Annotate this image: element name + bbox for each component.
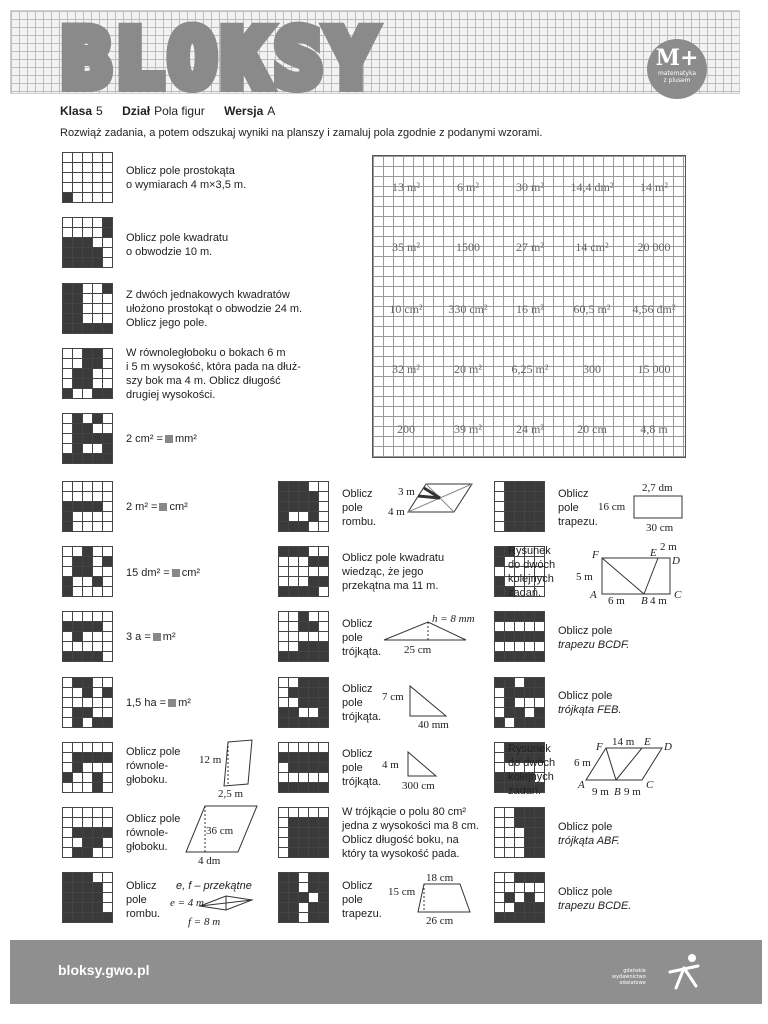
wersja-value: A: [267, 104, 276, 118]
board-cell-label: 39 m²: [454, 422, 482, 436]
task-line: równole-: [126, 760, 169, 772]
fig1-d: D: [672, 555, 680, 567]
par1-height-label: 12 m: [199, 754, 222, 766]
task-line: Oblicz: [342, 880, 373, 892]
task-line: Oblicz pole: [126, 813, 181, 825]
fig2-d: D: [664, 741, 672, 753]
fig2-top: 14 m: [612, 736, 635, 748]
fig1-ab: 6 m: [608, 595, 625, 607]
task-line: Oblicz pole: [558, 886, 613, 898]
tri1-base-label: 25 cm: [404, 644, 432, 656]
task-line: kolejnych: [508, 771, 554, 783]
board-cell-label: 24 m²: [516, 422, 544, 436]
fig2-f: F: [596, 741, 603, 753]
board-cell-label: 13 m²: [392, 180, 420, 194]
trap2-base-label: 30 cm: [646, 522, 674, 534]
task-line: trapezu BCDE.: [558, 900, 632, 912]
board-cell-label: 6,25 m²: [511, 362, 549, 376]
rhombus2-b-label: 4 m: [388, 506, 405, 518]
task-line: trapezu.: [342, 908, 382, 920]
fig2-left: 6 m: [574, 757, 591, 769]
board-cell-label: 300: [583, 362, 601, 376]
task-line: o wymiarach 4 m×3,5 m.: [126, 179, 247, 191]
par2-base-label: 4 dm: [198, 855, 221, 867]
triangle-figure-1: [384, 613, 475, 656]
tri2-height-label: 7 cm: [382, 691, 404, 703]
board-cell-label: 14,4 dm²: [570, 180, 614, 194]
triangle-figure-3: [382, 752, 436, 792]
task-line: trójkąta ABF.: [558, 835, 620, 847]
task-line: Oblicz: [126, 880, 157, 892]
trap2-top-label: 2,7 dm: [642, 482, 673, 494]
board-cell-label: 4,56 dm²: [632, 302, 676, 316]
conv-left: 2 cm² =: [126, 433, 163, 445]
board-cell-label: 200: [397, 422, 415, 436]
conv-right: cm²: [181, 567, 201, 579]
badge-sub-2: z plusem: [663, 76, 691, 84]
task-line: wiedząc, że jego: [342, 566, 424, 578]
conv-left: 1,5 ha =: [126, 697, 167, 709]
fig2-bc: 9 m: [624, 786, 641, 798]
fig2-c: C: [646, 779, 654, 791]
task-line: W trójkącie o polu 80 cm²: [342, 806, 467, 818]
task-line: przekątna ma 11 m.: [342, 580, 439, 592]
task-line: Oblicz pole prostokąta: [126, 165, 235, 177]
dzial-label: Dział: [122, 104, 151, 118]
task-line: głoboku.: [126, 774, 168, 786]
task-12-note: e, f – przekątne: [176, 880, 252, 892]
rhombus-figure-2: [388, 484, 472, 518]
fig1-e2: 2 m: [660, 541, 677, 553]
fig1-b: B: [641, 595, 648, 607]
board-cell-label: 27 m²: [516, 240, 544, 254]
task-line: o obwodzie 10 m.: [126, 246, 213, 258]
task-line: trójkąta FEB.: [558, 704, 622, 716]
instruction-text: Rozwiąż zadania, a potem odszukaj wyniki na planszy i zamaluj pola zgodnie z podanymi wzorami.: [60, 127, 543, 139]
fig2-e: E: [644, 736, 651, 748]
task-line: Rysunek: [508, 545, 551, 557]
board-cell-label: 4,8 m: [640, 422, 668, 436]
conv-right: m²: [178, 697, 191, 709]
parallelogram-figure-2: [186, 806, 257, 867]
task-line: trójkąta.: [342, 776, 382, 788]
task-line: trójkąta.: [342, 646, 382, 658]
par2-height-label: 36 cm: [206, 825, 234, 837]
publisher-name: [612, 968, 646, 986]
fig1-f: F: [592, 549, 599, 561]
rectangle-figure-abcd: [576, 541, 682, 607]
task-line: zadań.: [508, 587, 542, 599]
task-line: który ta wysokość pada.: [342, 848, 460, 860]
publisher-line: wydawnictwo: [612, 974, 646, 980]
task-line: do dwóch: [508, 757, 556, 769]
task-line: kolejnych: [508, 573, 554, 585]
tri3-height-label: 4 m: [382, 759, 399, 771]
task-line: Oblicz: [342, 748, 373, 760]
wersja-label: Wersja: [224, 104, 264, 118]
board-cell-label: 14 m²: [640, 180, 668, 194]
conv-left: 2 m² =: [126, 501, 158, 513]
board-cell-label: 15 000: [637, 362, 671, 376]
trap1-height-label: 15 cm: [388, 886, 416, 898]
task-line: Z dwóch jednakowych kwadratów: [126, 289, 290, 301]
task-line: Oblicz pole: [558, 821, 613, 833]
logo-title: BLOKSY: [63, 15, 381, 105]
task-line: pole: [558, 502, 579, 514]
trap1-base-label: 26 cm: [426, 915, 454, 927]
footer-url-link[interactable]: bloksy.gwo.pl: [58, 962, 150, 978]
task-line: Oblicz pole kwadratu: [126, 232, 229, 244]
conv-left: 3 a =: [126, 631, 151, 643]
conv-right: cm²: [169, 501, 188, 513]
task-line: Oblicz jego pole.: [126, 317, 208, 329]
fig2-a: A: [578, 779, 585, 791]
task-line: Oblicz pole: [558, 625, 613, 637]
task-line: i 5 m wysokość, która pada na dłuż-: [126, 361, 301, 373]
conv-right: m²: [162, 631, 176, 643]
rhombus1-e-label: e = 4 m: [170, 897, 204, 909]
tri1-height-label: h = 8 mm: [432, 613, 475, 625]
conv-left: 15 dm² =: [126, 567, 170, 579]
badge-letters: M+: [655, 45, 699, 71]
task-line: pole: [342, 762, 363, 774]
board-cell-label: 20 m²: [454, 362, 482, 376]
task-line: ułożono prostokąt o obwodzie 24 m.: [126, 303, 303, 315]
board-cell-label: 10 cm²: [389, 302, 423, 316]
board-cell-label: 32 m²: [392, 362, 420, 376]
fig1-bc: 4 m: [650, 595, 667, 607]
board-cell-label: 20 000: [637, 240, 671, 254]
badge-sub-1: matematyka: [657, 70, 697, 77]
publisher-line: gdańskie: [623, 968, 646, 974]
board-cell-label: 20 cm: [577, 422, 607, 436]
task-line: pole: [342, 502, 363, 514]
runner-logo-icon: [662, 950, 706, 994]
trapezoid-figure-1: [388, 872, 470, 927]
fig2-b: B: [614, 786, 621, 798]
board-cell-label: 330 cm²: [448, 302, 488, 316]
task-line: Rysunek: [508, 743, 551, 755]
fig1-left: 5 m: [576, 571, 593, 583]
task-line: trapezu.: [558, 516, 598, 528]
rhombus-figure-1: [170, 896, 252, 928]
board-cell-label: 14 cm²: [575, 240, 609, 254]
board-cell-label: 35 m²: [392, 240, 420, 254]
trapezoid-figure-2: [598, 482, 682, 534]
task-line: drugiej wysokości.: [126, 389, 216, 401]
task-line: Oblicz pole: [126, 746, 181, 758]
board-cell-label: 16 m²: [516, 302, 544, 316]
task-line: rombu.: [342, 516, 377, 528]
klasa-value: 5: [96, 104, 103, 118]
task-line: Oblicz: [342, 683, 373, 695]
tri2-base-label: 40 mm: [418, 719, 449, 731]
fig1-c: C: [674, 589, 682, 601]
rhombus1-f-label: f = 8 m: [188, 916, 221, 928]
task-line: Oblicz: [342, 618, 373, 630]
triangle-figure-2: [382, 686, 449, 731]
fig2-ab: 9 m: [592, 786, 609, 798]
klasa-label: Klasa: [60, 104, 93, 118]
task-line: W równoległoboku o bokach 6 m: [126, 347, 286, 359]
task-line: Oblicz: [558, 488, 589, 500]
task-line: trapezu BCDF.: [558, 639, 630, 651]
board-cell-label: 1500: [456, 240, 480, 254]
task-line: szy bok ma 4 m. Oblicz długość: [126, 375, 281, 387]
task-line: zadań.: [508, 785, 542, 797]
board-cell-label: 6 m²: [457, 180, 479, 194]
rhombus2-a-label: 3 m: [398, 486, 415, 498]
task-line: pole: [126, 894, 147, 906]
task-line: trójkąta.: [342, 711, 382, 723]
task-line: Oblicz: [342, 488, 373, 500]
trap1-top-label: 18 cm: [426, 872, 454, 884]
task-line: Oblicz pole: [558, 690, 613, 702]
conv-right: mm²: [174, 433, 197, 445]
footer-bar: [10, 940, 762, 1004]
fig1-a: A: [590, 589, 597, 601]
parallelogram-figure-abcdef: [574, 736, 672, 798]
task-line: Oblicz pole kwadratu: [342, 552, 445, 564]
fig1-e: E: [650, 547, 657, 559]
board-cell-label: 60,5 m²: [573, 302, 611, 316]
parallelogram-figure-1: [199, 740, 252, 800]
task-line: pole: [342, 632, 363, 644]
task-line: do dwóch: [508, 559, 556, 571]
task-line: równole-: [126, 827, 169, 839]
tri3-base-label: 300 cm: [402, 780, 435, 792]
task-line: pole: [342, 894, 363, 906]
publisher-line: oświatowe: [619, 980, 646, 986]
dzial-value: Pola figur: [154, 104, 205, 118]
task-line: jedna z wysokości ma 8 cm.: [342, 820, 479, 832]
board-cell-label: 30 m²: [516, 180, 544, 194]
trap2-height-label: 16 cm: [598, 501, 626, 513]
task-line: rombu.: [126, 908, 161, 920]
task-line: Oblicz długość boku, na: [342, 834, 459, 846]
task-line: pole: [342, 697, 363, 709]
par1-base-label: 2,5 m: [218, 788, 244, 800]
task-line: głoboku.: [126, 841, 168, 853]
